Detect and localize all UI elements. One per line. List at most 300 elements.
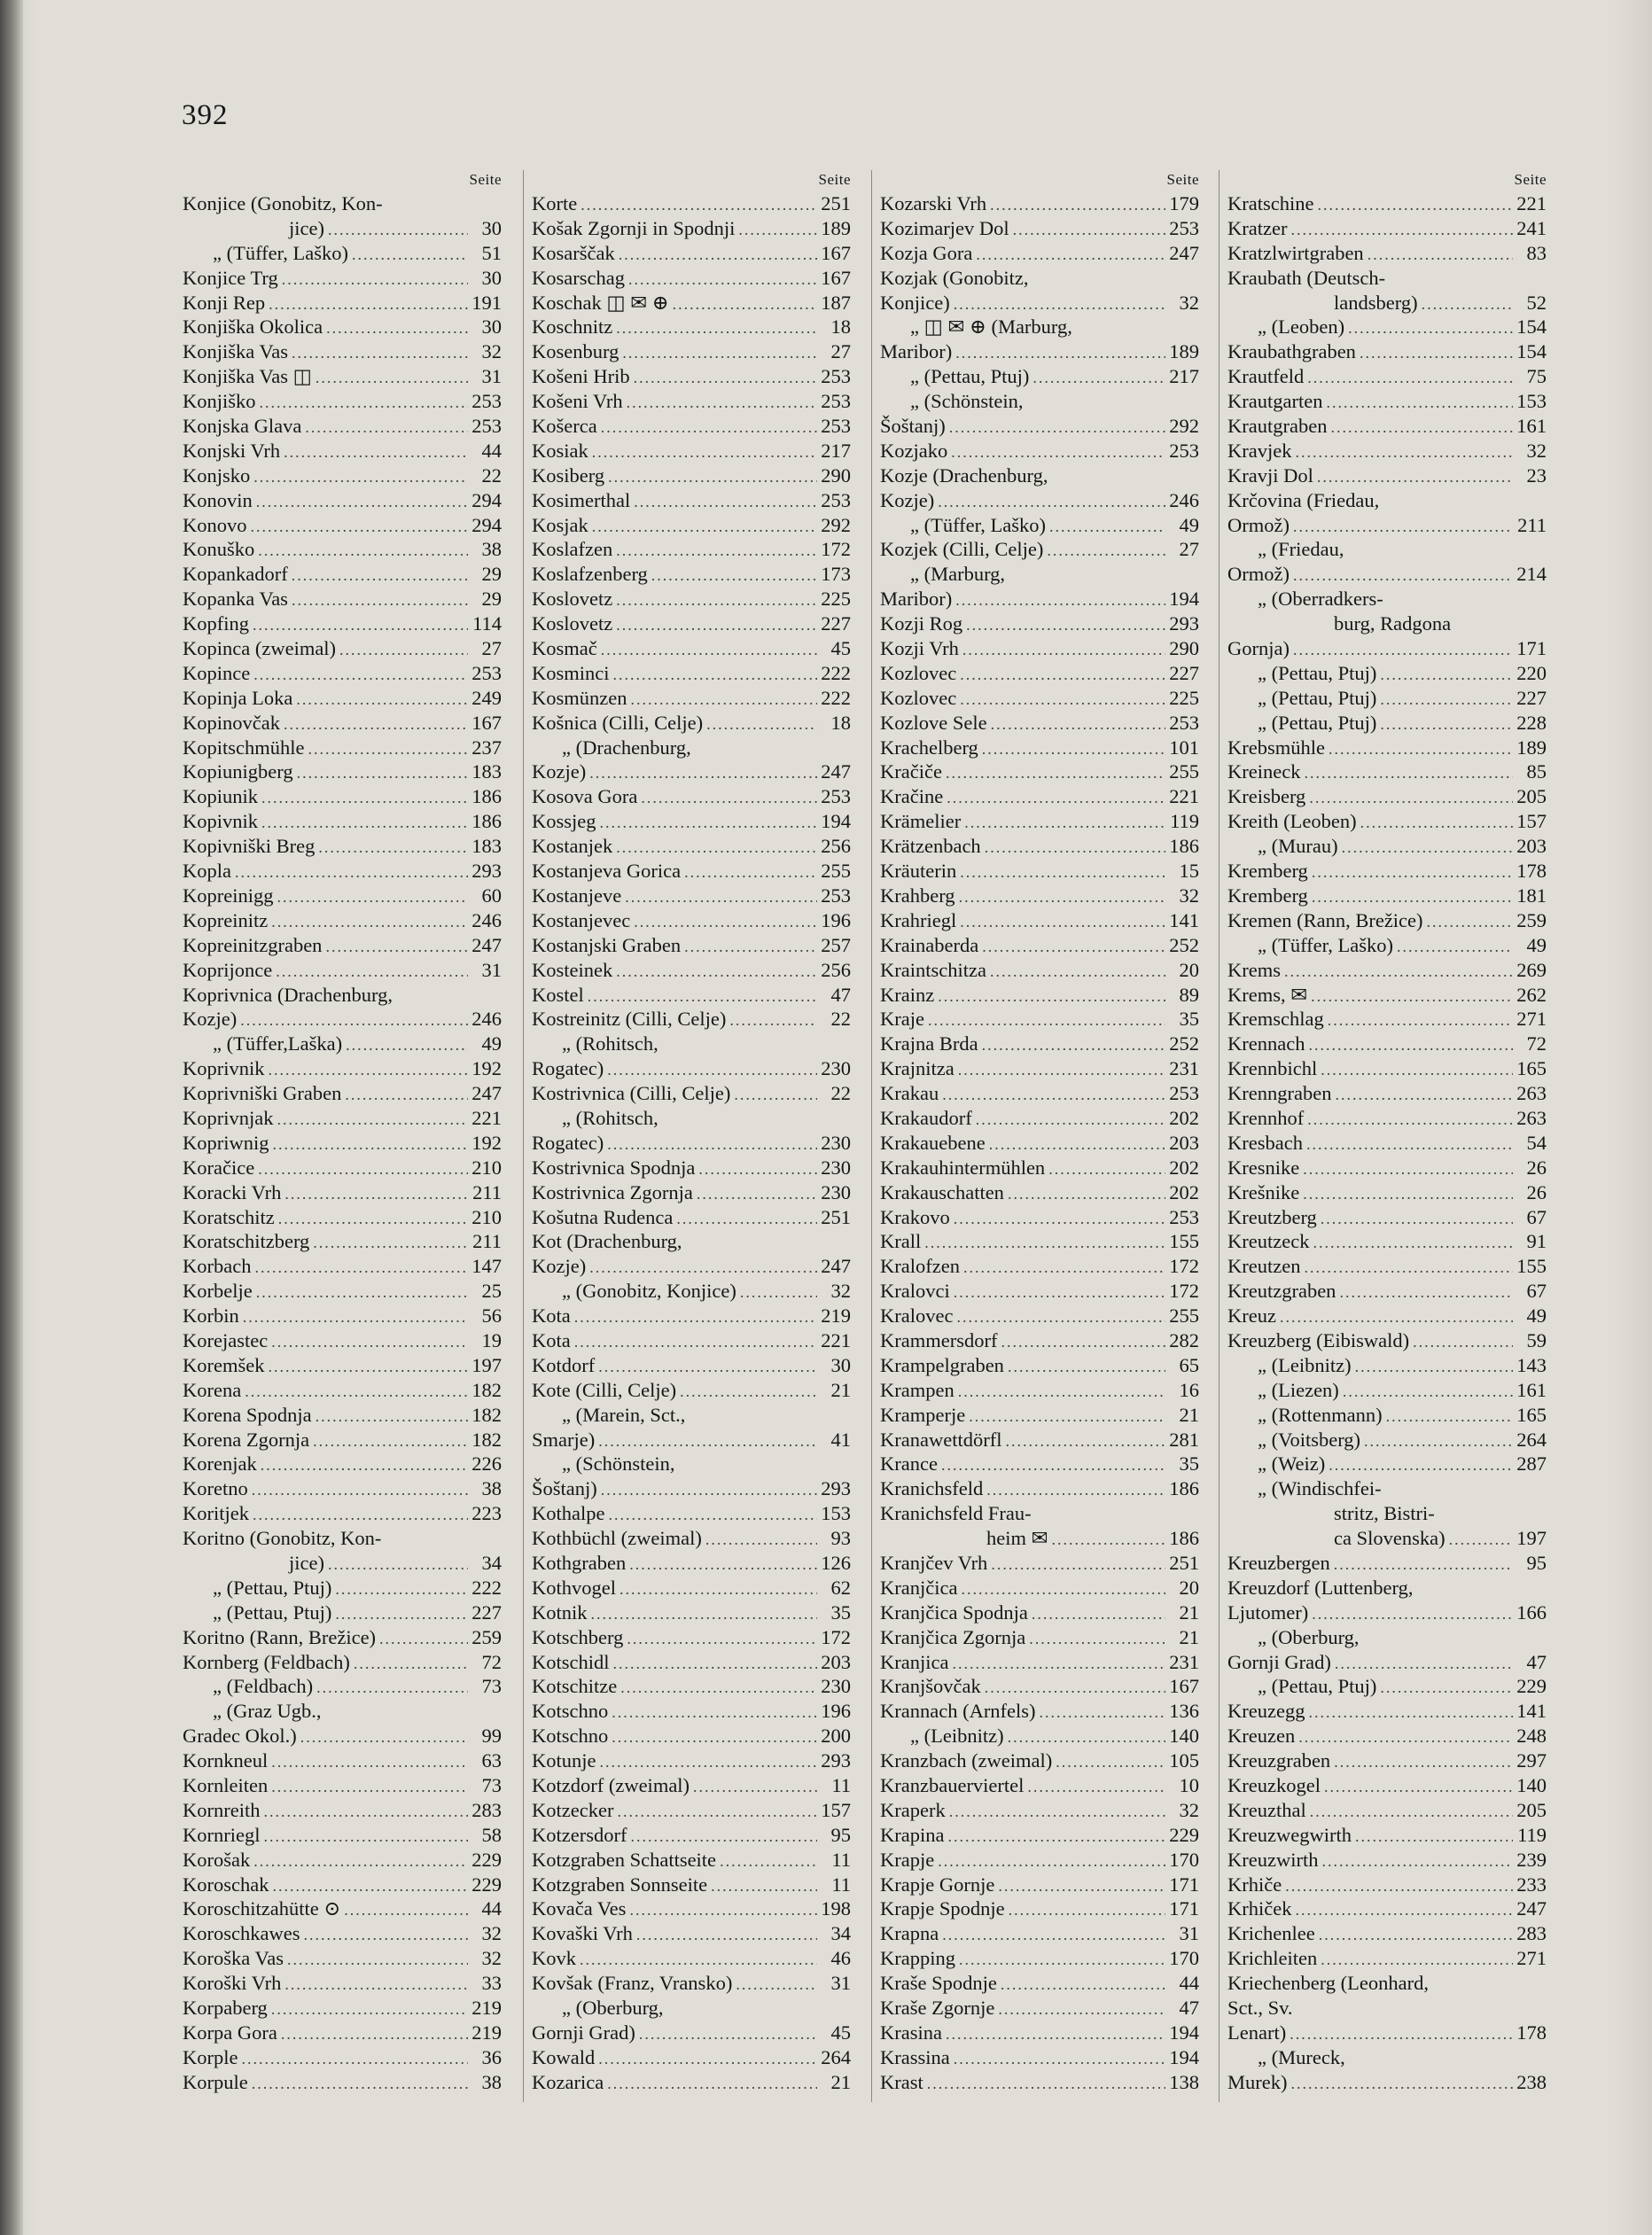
entry-page-number: 172: [821, 1625, 851, 1648]
index-entry: [880, 1551, 1199, 1576]
leader-dots: [954, 1207, 1165, 1230]
index-entry: [532, 389, 851, 414]
index-entry: [1227, 1674, 1547, 1699]
entry-name: Koslovetz: [532, 588, 613, 611]
index-entry: [1227, 686, 1547, 711]
index-entry: [532, 587, 851, 611]
entry-name: Ormož): [1227, 563, 1290, 586]
entry-page-number: 26: [1526, 1156, 1547, 1179]
entry-page-number: 225: [1169, 686, 1199, 709]
index-entry: [880, 1674, 1199, 1699]
leader-dots: [261, 786, 468, 809]
index-entry: [532, 1205, 851, 1230]
entry-page-number: 222: [471, 1576, 502, 1599]
index-entry: [1227, 1279, 1547, 1304]
entry-name: „ (Feldbach): [213, 1675, 314, 1698]
column-header-seite: Seite: [818, 171, 851, 188]
index-entry: [532, 216, 851, 241]
leader-dots: [354, 1652, 468, 1675]
leader-dots: [269, 1058, 469, 1081]
entry-page-number: 29: [481, 588, 502, 611]
leader-dots: [613, 1652, 818, 1675]
entry-name: Koslafzen: [532, 538, 613, 561]
index-entry: [1227, 1823, 1547, 1848]
leader-dots: [616, 316, 817, 339]
leader-dots: [256, 1281, 468, 1304]
entry-name: „ (Graz Ugb.,: [213, 1700, 322, 1723]
entry-page-number: 32: [830, 1280, 851, 1303]
index-entry: [183, 686, 502, 711]
leader-dots: [1027, 1775, 1165, 1798]
index-entry: [1227, 1032, 1547, 1056]
leader-dots: [1307, 1108, 1513, 1131]
entry-page-number: 22: [481, 463, 502, 487]
leader-dots: [1312, 861, 1513, 884]
entry-page-number: 36: [481, 2045, 502, 2068]
entry-name: Krems, ✉: [1227, 983, 1308, 1006]
index-entry: [532, 1551, 851, 1576]
entry-name: Kremschlag: [1227, 1008, 1324, 1031]
leader-dots: [1040, 1701, 1165, 1724]
leader-dots: [1364, 1429, 1513, 1452]
entry-name: Koslafzenberg: [532, 563, 648, 586]
index-entry: [1227, 1896, 1547, 1921]
entry-page-number: 161: [1516, 1378, 1547, 1401]
entry-page-number: 198: [821, 1897, 851, 1920]
entry-page-number: 189: [1516, 736, 1547, 759]
leader-dots: [705, 1528, 817, 1551]
leader-dots: [1329, 737, 1513, 760]
leader-dots: [956, 1305, 1165, 1328]
index-entry: [880, 1081, 1199, 1106]
index-entry: [532, 1353, 851, 1378]
entry-page-number: 32: [1179, 884, 1199, 907]
index-entry: [183, 1328, 502, 1353]
entry-page-number: 253: [821, 488, 851, 511]
entry-page-number: 293: [821, 1477, 851, 1500]
entry-page-number: 257: [821, 933, 851, 956]
entry-page-number: 47: [830, 983, 851, 1006]
entry-name: Krainz: [880, 983, 935, 1006]
entry-name: Kozlovec: [880, 686, 957, 709]
entry-page-number: 32: [1179, 291, 1199, 314]
index-entry: [1227, 1205, 1547, 1230]
index-entry: [1227, 488, 1547, 513]
index-entry: [532, 784, 851, 809]
index-entry: [183, 1674, 502, 1699]
index-entry: [1227, 1081, 1547, 1106]
index-entry: [532, 1848, 851, 1873]
leader-dots: [598, 2047, 817, 2070]
entry-page-number: 251: [1169, 1551, 1199, 1574]
index-entry: [880, 339, 1199, 364]
leader-dots: [271, 1750, 468, 1773]
leader-dots: [1329, 1453, 1513, 1476]
entry-name: Kozje): [183, 1008, 238, 1031]
leader-dots: [1051, 1528, 1165, 1551]
entry-page-number: 222: [821, 686, 851, 709]
leader-dots: [1343, 1380, 1513, 1403]
entry-page-number: 35: [1179, 1452, 1199, 1476]
entry-page-number: 246: [1169, 488, 1199, 511]
leader-dots: [947, 786, 1165, 809]
leader-dots: [352, 243, 468, 266]
leader-dots: [1321, 1850, 1513, 1873]
leader-dots: [574, 1305, 817, 1328]
index-entry: [532, 1328, 851, 1353]
leader-dots: [1427, 910, 1513, 933]
index-entry: [183, 339, 502, 364]
index-entry: [183, 1823, 502, 1848]
entry-name: Krahriegl: [880, 908, 957, 931]
entry-page-number: 45: [830, 2021, 851, 2044]
entry-name: Košnica (Cilli, Celje): [532, 711, 704, 734]
entry-name: Košutna Rudenca: [532, 1205, 674, 1228]
entry-name: „ (Weiz): [1258, 1452, 1326, 1476]
entry-page-number: 202: [1169, 1156, 1199, 1179]
entry-name: Kostanjevec: [532, 908, 631, 931]
index-entry: [1227, 1501, 1547, 1526]
entry-page-number: 253: [1169, 439, 1199, 462]
entry-name: Kopinca (zweimal): [183, 637, 337, 660]
entry-name: „ (Rohitsch,: [562, 1106, 658, 1129]
entry-page-number: 293: [821, 1749, 851, 1772]
index-entry: [1227, 339, 1547, 364]
entry-page-number: 155: [1169, 1230, 1199, 1253]
entry-name: Krebsmühle: [1227, 736, 1325, 759]
index-entry: [880, 562, 1199, 587]
entry-page-number: 217: [1169, 365, 1199, 388]
index-entry: [880, 958, 1199, 983]
entry-name: Krapna: [880, 1922, 939, 1945]
entry-name: Krammersdorf: [880, 1328, 998, 1351]
entry-name: Kozje): [532, 760, 587, 783]
index-entry: [880, 414, 1199, 439]
entry-name: Kosenburg: [532, 340, 620, 363]
index-entry: [183, 1921, 502, 1946]
entry-page-number: 228: [1516, 711, 1547, 734]
entry-name: Kreuzdorf (Luttenberg,: [1227, 1576, 1414, 1599]
leader-dots: [1029, 1627, 1165, 1650]
entry-page-number: 252: [1169, 933, 1199, 956]
entry-name: Gornji Grad): [532, 2021, 635, 2044]
entry-name: Kotnik: [532, 1600, 588, 1624]
entry-name: Kranichsfeld Frau-: [880, 1502, 1032, 1525]
entry-name: Kozja Gora: [880, 241, 973, 264]
entry-page-number: 22: [830, 1082, 851, 1105]
entry-name: Košeni Vrh: [532, 390, 623, 413]
index-entry: [880, 1896, 1199, 1921]
leader-dots: [305, 416, 468, 439]
entry-name: Kranjčica Spodnja: [880, 1600, 1028, 1624]
leader-dots: [284, 440, 468, 463]
leader-dots: [1319, 1923, 1513, 1946]
index-entry: [183, 1896, 502, 1921]
leader-dots: [592, 440, 817, 463]
entry-name: Kralovec: [880, 1304, 954, 1328]
index-entry: [1227, 1576, 1547, 1600]
entry-page-number: 89: [1179, 983, 1199, 1006]
leader-dots: [252, 2072, 468, 2095]
index-entry: [183, 463, 502, 488]
entry-page-number: 249: [471, 686, 502, 709]
column-header-seite: Seite: [469, 171, 502, 188]
entry-name: Kopanka Vas: [183, 588, 288, 611]
entry-name: „ (Leibnitz): [910, 1725, 1004, 1748]
entry-name: „ (Oberradkers-: [1258, 588, 1383, 611]
entry-page-number: 30: [481, 315, 502, 339]
entry-page-number: 290: [821, 463, 851, 487]
entry-page-number: 31: [1179, 1922, 1199, 1945]
index-entry: [532, 266, 851, 291]
leader-dots: [1304, 761, 1513, 784]
leader-dots: [706, 713, 817, 736]
index-entry: [1227, 1428, 1547, 1452]
entry-page-number: 95: [1526, 1551, 1547, 1574]
entry-page-number: 11: [831, 1848, 851, 1871]
index-entry: [1227, 884, 1547, 908]
index-entry: [1227, 1378, 1547, 1403]
entry-page-number: 22: [830, 1008, 851, 1031]
leader-dots: [326, 316, 468, 339]
entry-name: „ (Pettau, Ptuj): [1258, 686, 1377, 709]
entry-page-number: 229: [1516, 1675, 1547, 1698]
entry-name: Krapje Gornje: [880, 1873, 995, 1896]
entry-name: Kozji Rog: [880, 612, 963, 635]
entry-name: Krahberg: [880, 884, 955, 907]
leader-dots: [243, 1305, 468, 1328]
entry-page-number: 83: [1526, 241, 1547, 264]
entry-name: Kothvogel: [532, 1576, 616, 1599]
entry-name: Kreineck: [1227, 760, 1301, 783]
entry-page-number: 85: [1526, 760, 1547, 783]
entry-name: Kozlove Sele: [880, 711, 987, 734]
entry-page-number: 62: [830, 1576, 851, 1599]
leader-dots: [961, 1577, 1165, 1600]
index-entry: [183, 636, 502, 661]
entry-name: Kote (Cilli, Celje): [532, 1378, 677, 1401]
entry-page-number: 23: [1526, 463, 1547, 487]
leader-dots: [630, 688, 817, 711]
entry-name: Koschnitz: [532, 315, 613, 339]
leader-dots: [1313, 1231, 1513, 1254]
entry-name: Kotzecker: [532, 1798, 614, 1821]
leader-dots: [1386, 1405, 1513, 1428]
entry-name: Koratschitzberg: [183, 1230, 310, 1253]
index-entry: [532, 686, 851, 711]
leader-dots: [1449, 1528, 1513, 1551]
index-entry: [880, 315, 1199, 339]
entry-name: Kozarski Vrh: [880, 192, 987, 214]
entry-name: Kotschidl: [532, 1650, 610, 1673]
entry-name: Konjsko: [183, 463, 251, 487]
index-entry: [1227, 983, 1547, 1008]
leader-dots: [990, 193, 1165, 216]
leader-dots: [1311, 985, 1513, 1008]
entry-page-number: 182: [471, 1378, 502, 1401]
leader-dots: [251, 515, 469, 538]
leader-dots: [959, 1948, 1165, 1971]
entry-page-number: 147: [471, 1255, 502, 1278]
entry-name: Kozimarjev Dol: [880, 216, 1009, 239]
entry-name: Kota: [532, 1304, 571, 1328]
index-entry: [183, 1576, 502, 1600]
index-entry: [880, 1403, 1199, 1428]
entry-name: Krätzenbach: [880, 835, 981, 858]
entry-page-number: 221: [1169, 785, 1199, 808]
entry-name: Kreuzegg: [1227, 1700, 1305, 1723]
leader-dots: [1321, 1948, 1513, 1971]
index-entry: [1227, 389, 1547, 414]
entry-page-number: 31: [481, 365, 502, 388]
entry-name: Koratschitz: [183, 1205, 275, 1228]
entry-page-number: 186: [1169, 835, 1199, 858]
leader-dots: [960, 663, 1165, 686]
leader-dots: [982, 1033, 1165, 1056]
entry-page-number: 16: [1179, 1378, 1199, 1401]
entry-page-number: 32: [1526, 439, 1547, 462]
leader-dots: [720, 1850, 817, 1873]
entry-name: Krennach: [1227, 1032, 1305, 1055]
entry-name: Kornkneul: [183, 1749, 269, 1772]
leader-dots: [740, 1281, 817, 1304]
entry-name: Kosjak: [532, 513, 588, 536]
leader-dots: [960, 688, 1165, 711]
entry-page-number: 56: [481, 1304, 502, 1328]
index-entry: [183, 1131, 502, 1156]
leader-dots: [928, 1008, 1165, 1032]
leader-dots: [634, 490, 817, 513]
index-entry: [880, 1823, 1199, 1848]
entry-name: Kranjčica: [880, 1576, 958, 1599]
entry-name: Krennbichl: [1227, 1057, 1318, 1080]
entry-name: Koprivniški Graben: [183, 1082, 342, 1105]
leader-dots: [1310, 1800, 1513, 1823]
index-entry: [532, 1576, 851, 1600]
entry-name: Kratzer: [1227, 216, 1288, 239]
leader-dots: [335, 1602, 468, 1625]
entry-name: „ (Rottenmann): [1258, 1403, 1383, 1426]
index-entry: [532, 1996, 851, 2021]
entry-name: Kopriwnig: [183, 1131, 269, 1154]
index-entry: [1227, 736, 1547, 760]
index-entry: [183, 1205, 502, 1230]
entry-page-number: 49: [1526, 933, 1547, 956]
entry-name: Korbelje: [183, 1280, 253, 1303]
entry-page-number: 253: [821, 785, 851, 808]
entry-name: Kotzdorf (zweimal): [532, 1774, 690, 1796]
entry-page-number: 35: [830, 1600, 851, 1624]
entry-page-number: 197: [471, 1353, 502, 1376]
entry-page-number: 203: [1516, 835, 1547, 858]
index-entry: [880, 834, 1199, 859]
index-entry: [1227, 315, 1547, 339]
index-column-2: [532, 168, 851, 2095]
entry-page-number: 38: [481, 1477, 502, 1500]
entry-name: heim ✉: [986, 1527, 1048, 1550]
entry-name: „ (Windischfei-: [1258, 1477, 1382, 1500]
index-entry: [1227, 2070, 1547, 2095]
entry-page-number: 72: [481, 1650, 502, 1673]
index-entry: [1227, 1625, 1547, 1650]
entry-name: Kotzgraben Schattseite: [532, 1848, 717, 1871]
entry-name: Kozje): [532, 1255, 587, 1278]
leader-dots: [598, 1355, 817, 1378]
index-entry: [532, 1131, 851, 1156]
index-entry: [880, 1748, 1199, 1773]
index-entry: [880, 1032, 1199, 1056]
entry-name: Krennhof: [1227, 1106, 1305, 1129]
leader-dots: [960, 910, 1165, 933]
entry-name: Kreutzen: [1227, 1255, 1301, 1278]
entry-page-number: 140: [1169, 1725, 1199, 1748]
leader-dots: [1334, 1750, 1513, 1773]
entry-page-number: 166: [1516, 1600, 1547, 1624]
leader-dots: [693, 1775, 817, 1798]
entry-page-number: 210: [471, 1205, 502, 1228]
entry-page-number: 230: [821, 1675, 851, 1698]
entry-page-number: 170: [1169, 1947, 1199, 1970]
entry-page-number: 259: [471, 1625, 502, 1648]
entry-name: Kosiak: [532, 439, 588, 462]
entry-name: Kranjšovčak: [880, 1675, 981, 1698]
entry-page-number: 183: [471, 835, 502, 858]
entry-page-number: 247: [471, 933, 502, 956]
entry-name: „ (Oberburg,: [1258, 1625, 1360, 1648]
index-entry: [880, 884, 1199, 908]
entry-name: Krampen: [880, 1378, 955, 1401]
leader-dots: [344, 1898, 468, 1921]
entry-page-number: 72: [1526, 1032, 1547, 1055]
entry-page-number: 59: [1526, 1328, 1547, 1351]
index-entry: [1227, 1106, 1547, 1131]
leader-dots: [1312, 1602, 1513, 1625]
leader-dots: [1280, 1305, 1513, 1328]
entry-name: „ (Murau): [1258, 835, 1338, 858]
entry-page-number: 58: [481, 1823, 502, 1846]
index-entry: [880, 1996, 1199, 2021]
entry-page-number: 114: [472, 612, 502, 635]
entry-page-number: 143: [1516, 1353, 1547, 1376]
entry-name: Kopitschmühle: [183, 736, 305, 759]
entry-name: Kozji Vrh: [880, 637, 959, 660]
entry-name: „ (Rohitsch,: [562, 1032, 658, 1055]
leader-dots: [985, 836, 1165, 859]
index-entry: [183, 1971, 502, 1996]
leader-dots: [1321, 1207, 1513, 1230]
entry-name: Maribor): [880, 340, 953, 363]
index-entry: [183, 439, 502, 463]
entry-name: „ (Pettau, Ptuj): [1258, 661, 1377, 684]
entry-page-number: 44: [481, 439, 502, 462]
leader-dots: [976, 243, 1165, 266]
index-entry: [532, 1007, 851, 1032]
entry-name: jice): [289, 216, 324, 239]
entry-page-number: 251: [821, 1205, 851, 1228]
leader-dots: [261, 1453, 468, 1476]
entry-page-number: 262: [1516, 983, 1547, 1006]
entry-name: Kreuz: [1227, 1304, 1276, 1328]
entry-page-number: 294: [471, 488, 502, 511]
leader-dots: [235, 861, 468, 884]
index-entry: [532, 315, 851, 339]
entry-page-number: 229: [471, 1873, 502, 1896]
leader-dots: [1285, 1874, 1513, 1897]
entry-name: Korejastec: [183, 1328, 269, 1351]
entry-name: Krakauschatten: [880, 1180, 1004, 1203]
entry-name: Korte: [532, 192, 578, 214]
leader-dots: [680, 1380, 817, 1403]
